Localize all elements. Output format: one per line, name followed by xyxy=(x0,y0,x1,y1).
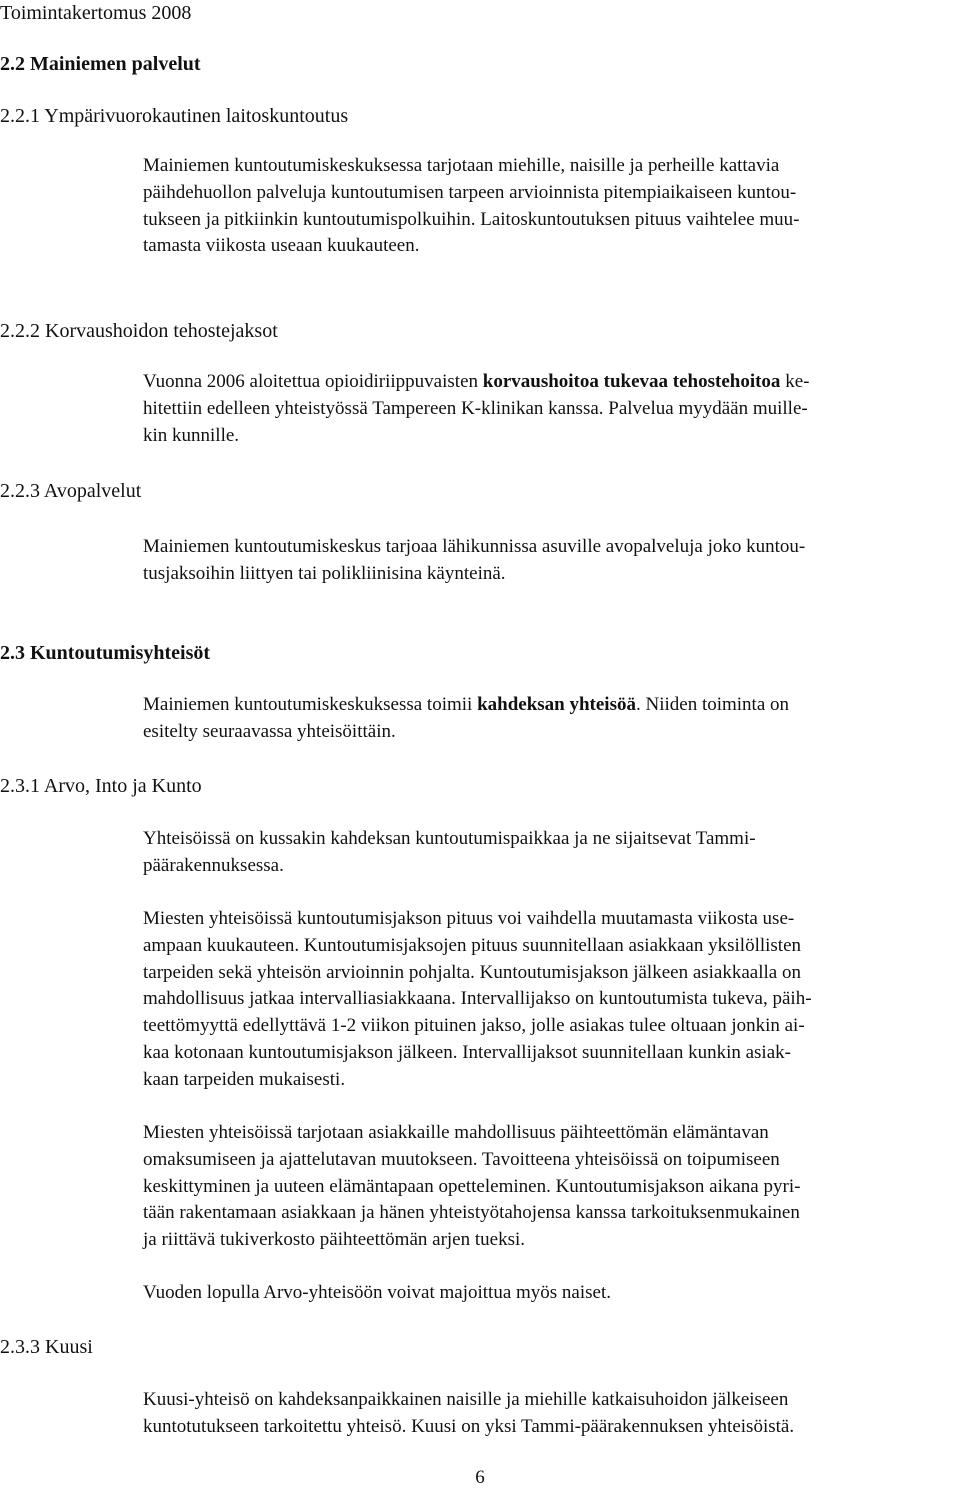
paragraph-2-3-1-b: Miesten yhteisöissä kuntoutumisjakson pituus voi vaihdella muutamasta viikosta use- ampaan kuukauteen. Kuntoutumisjaksojen pituus suunnitellaan asiakkaan yksilöllisten tarpeiden sekä yhteisön arvioinnin pohjalta. Kuntoutumisjakson jälkeen asiakkaalla on mahdollisuus jatkaa intervalliasiakkaana. Intervallijakso on kuntoutumista tukeva, päih- teettömyyttä edellyttävä 1-2 viikon pituinen jakso, jolle asiakas tulee oltuaan jonkin ai- kaa kotonaan kuntoutumisjakson jälkeen. Intervallijaksot suunnitellaan kunkin asiak- kaan tarpeiden mukaisesti. xyxy=(143,908,812,1090)
paragraph-2-2-2 xyxy=(143,369,955,449)
paragraph-2-3-1-d: Vuoden lopulla Arvo-yhteisöön voivat majoittua myös naiset. xyxy=(143,1282,611,1303)
paragraph-text: ke- hitettiin edelleen yhteistyössä Tampereen K-klinikan kanssa. Palvelua myydään muille- kin kunnille. xyxy=(143,371,810,446)
paragraph-2-2-3: Mainiemen kuntoutumiskeskus tarjoaa lähikunnissa asuville avopalveluja joko kuntou- tusjaksoihin liittyen tai polikliinisina käynteinä. xyxy=(143,536,806,584)
paragraph-2-3-1-c: Miesten yhteisöissä tarjotaan asiakkaille mahdollisuus päihteettömän elämäntavan omaksumiseen ja ajattelutavan muutokseen. Tavoitteena yhteisöissä on toipumiseen keskittyminen ja uuteen elämäntapaan opetteleminen. Kuntoutumisjakson aikana pyri- tään rakentamaan asiakkaan ja hänen yhteistyötahojensa kanssa tarkoituksenmukainen ja riittävä tukiverkosto päihteettömän arjen tueksi. xyxy=(143,1122,801,1251)
paragraph-2-3-3: Kuusi-yhteisö on kahdeksanpaikkainen naisille ja miehille katkaisuhoidon jälkeiseen kuntotutukseen tarkoitettu yhteisö. Kuusi on yksi Tammi-päärakennuksen yhteisöistä. xyxy=(143,1389,795,1437)
section-heading-2-3-3: 2.3.3 Kuusi xyxy=(0,1336,93,1358)
paragraph-text: Vuonna 2006 aloitettua opioidiriippuvaisten xyxy=(143,371,483,392)
section-heading-2-2-1: 2.2.1 Ympärivuorokautinen laitoskuntoutus xyxy=(0,105,349,127)
section-heading-2-3-1: 2.3.1 Arvo, Into ja Kunto xyxy=(0,775,202,797)
emphasis-text: kahdeksan yhteisöä xyxy=(477,694,636,715)
emphasis-text: korvaushoitoa tukevaa tehostehoitoa xyxy=(482,371,781,392)
paragraph-text: Mainiemen kuntoutumiskeskuksessa toimii xyxy=(143,694,478,715)
section-heading-2-3: 2.3 Kuntoutumisyhteisöt xyxy=(0,642,211,664)
running-header: Toimintakertomus 2008 xyxy=(0,2,192,24)
page-number: 6 xyxy=(475,1467,485,1488)
section-heading-2-2-3: 2.2.3 Avopalvelut xyxy=(0,480,142,502)
section-heading-2-2: 2.2 Mainiemen palvelut xyxy=(0,53,201,75)
paragraph-text: . Niiden toiminta on esitelty seuraavassa yhteisöittäin. xyxy=(143,694,790,742)
paragraph-2-3-1-a: Yhteisöissä on kussakin kahdeksan kuntoutumispaikkaa ja ne sijaitsevat Tammi- päärakennuksessa. xyxy=(143,828,756,876)
section-heading-2-2-2: 2.2.2 Korvaushoidon tehostejaksot xyxy=(0,320,278,342)
paragraph-2-3 xyxy=(143,692,955,746)
paragraph-2-2-1: Mainiemen kuntoutumiskeskuksessa tarjotaan miehille, naisille ja perheille kattavia päihdehuollon palveluja kuntoutumisen tarpeen arvioinnista pitempiaikaiseen kuntou- tukseen ja pitkiinkin kuntoutumispolkuihin. Laitoskuntoutuksen pituus vaihtelee muu- tamasta viikosta useaan kuukauteen. xyxy=(143,155,800,257)
